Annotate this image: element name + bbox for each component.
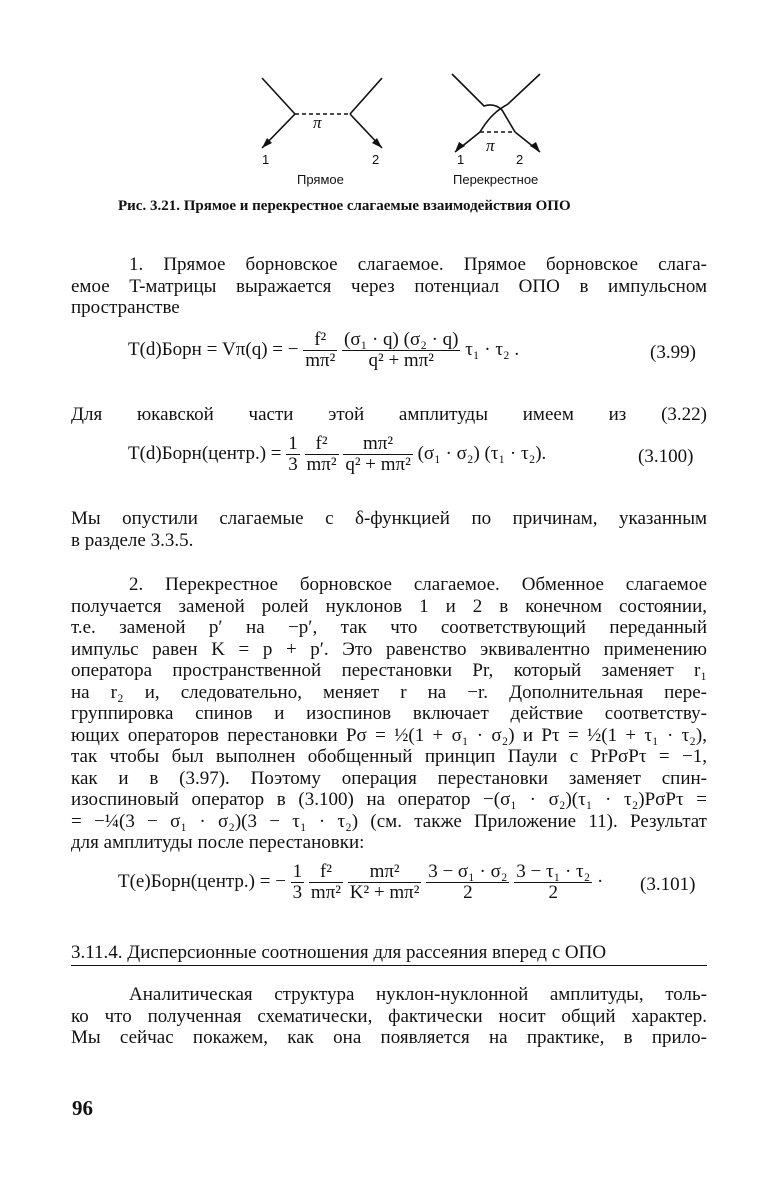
denominator: q² + mπ² — [368, 350, 434, 371]
text-line: для амплитуды после перестановки: — [71, 832, 365, 853]
crossed-nucleon-2-out — [452, 74, 515, 132]
eq-lhs: T(e)Борн(центр.) = − — [118, 870, 286, 892]
fraction — [514, 862, 592, 903]
text-line: 1. Прямое борновское слагаемое. Прямое борновское слага- — [129, 254, 707, 275]
direct-pion-label: π — [313, 113, 322, 132]
denominator: mπ² — [306, 454, 337, 475]
equation-number: (3.99) — [650, 342, 696, 363]
text-line: Мы опустили слагаемые с δ-функцией по причинам, указанным — [71, 508, 707, 529]
page-number: 96 — [72, 1096, 93, 1120]
text-line: группировка спинов и изоспинов включает действие соответству- — [71, 703, 707, 724]
direct-nucleon-2-out — [350, 78, 382, 114]
text-line: т.е. заменой p′ на −p′, так что соответствующий переданный — [71, 617, 707, 638]
text-line: 2. Перекрестное борновское слагаемое. Обменное слагаемое — [129, 574, 707, 595]
fraction — [291, 862, 305, 903]
delta-paragraph — [71, 508, 707, 551]
denominator: K² + mπ² — [349, 882, 420, 903]
feynman-diagrams — [240, 68, 560, 180]
denominator: mπ² — [310, 882, 341, 903]
crossed-label-2: 2 — [516, 152, 524, 167]
yukawa-paragraph — [71, 404, 707, 426]
text-line: так чтобы был выполнен обобщенный принцип Паули с PrPσPτ = −1, — [71, 746, 707, 767]
denominator: 2 — [463, 882, 473, 903]
direct-nucleon-1-out — [262, 78, 295, 114]
fraction — [309, 862, 343, 903]
crossed-pion-label: π — [486, 136, 495, 155]
text-line: как и в (3.97). Поэтому операция перестановки заменяет спин- — [71, 767, 707, 789]
denominator: mπ² — [305, 350, 336, 371]
eq-lhs: T(d)Борн(центр.) = — [128, 442, 282, 464]
equation-3-99 — [128, 330, 519, 371]
equation-3-100 — [128, 434, 546, 475]
denominator: q² + mπ² — [345, 454, 411, 475]
text-line: изоспиновый оператор в (3.100) на оператор −(σ₁ · σ₂)(τ₁ · τ₂)PσPτ = — [71, 789, 707, 810]
numerator: (σ₁ · q) (σ₂ · q) — [344, 329, 459, 350]
fraction — [343, 434, 412, 475]
section2-paragraph — [71, 574, 707, 854]
numerator: mπ² — [348, 862, 422, 883]
direct-diagram-label: Прямое — [297, 172, 344, 187]
fraction — [342, 330, 460, 371]
direct-label-2: 2 — [372, 152, 380, 167]
eq-tail: · — [597, 870, 604, 892]
fraction — [305, 434, 339, 475]
final-paragraph — [71, 984, 707, 1049]
text-line: получается заменой ролей нуклонов 1 и 2 в конечном состоянии, — [71, 595, 707, 617]
text-line: ко что полученная схематически, фактически носит общий характер. — [71, 1005, 707, 1027]
fraction — [426, 862, 509, 903]
numerator: 3 − τ₁ · τ₂ — [516, 861, 591, 882]
fraction — [348, 862, 422, 903]
numerator: f² — [309, 862, 343, 883]
text-line: в разделе 3.3.5. — [71, 529, 194, 551]
text-line: Аналитическая структура нуклон-нуклонной амплитуды, толь- — [129, 984, 707, 1005]
denominator: 3 — [288, 454, 298, 475]
text-line: емое T-матрицы выражается через потенциал ОПО в импульсном — [71, 275, 707, 297]
equation-3-101 — [118, 862, 603, 903]
eq-lhs: T(d)Борн = Vπ(q) = − — [128, 338, 299, 360]
section-heading: 3.11.4. Дисперсионные соотношения для рассеяния вперед с ОПО — [71, 942, 707, 966]
text-line: ющих операторов перестановки Pσ = ½(1 + σ₁ · σ₂) и Pτ = ½(1 + τ₁ · τ₂), — [71, 724, 707, 746]
text-line: Мы сейчас покажем, как она появляется на практике, в прило- — [71, 1027, 707, 1048]
text-line: Для юкавской части этой амплитуды имеем из (3.22) — [71, 404, 707, 425]
numerator: f² — [305, 434, 339, 455]
direct-label-1: 1 — [262, 152, 270, 167]
text-line: импульс равен K = p + p′. Это равенство эквивалентно применению — [71, 638, 707, 660]
crossed-diagram-label: Перекрестное — [453, 172, 539, 187]
crossed-arrow-2 — [530, 142, 540, 152]
text-line: = −¼(3 − σ₁ · σ₂)(3 − τ₁ · τ₂) (см. также Приложение 11). Результат — [71, 810, 707, 832]
text-line: на r₂ и, следовательно, меняет r на −r. Дополнительная пере- — [71, 681, 707, 703]
equation-number: (3.101) — [640, 874, 696, 895]
crossed-label-1: 1 — [457, 152, 465, 167]
fraction — [286, 434, 300, 475]
numerator: mπ² — [343, 434, 412, 455]
figure-caption: Рис. 3.21. Прямое и перекрестное слагаемые взаимодействия ОПО — [118, 198, 571, 214]
text-line: пространстве — [71, 297, 180, 318]
denominator: 3 — [292, 882, 303, 903]
numerator: 3 − σ₁ · σ₂ — [428, 861, 508, 882]
crossed-arrow-1 — [455, 142, 465, 152]
fraction — [303, 330, 337, 371]
numerator: 1 — [288, 433, 298, 454]
numerator: 1 — [292, 861, 303, 882]
denominator: 2 — [548, 882, 559, 903]
section1-paragraph — [71, 254, 707, 319]
eq-tail: τ₁ · τ₂ . — [465, 338, 520, 360]
numerator: f² — [303, 330, 337, 351]
eq-tail: (σ₁ · σ₂) (τ₁ · τ₂). — [417, 442, 547, 464]
text-line: оператора пространственной перестановки Pr, который заменяет r₁ — [71, 660, 707, 681]
equation-number: (3.100) — [638, 446, 694, 467]
